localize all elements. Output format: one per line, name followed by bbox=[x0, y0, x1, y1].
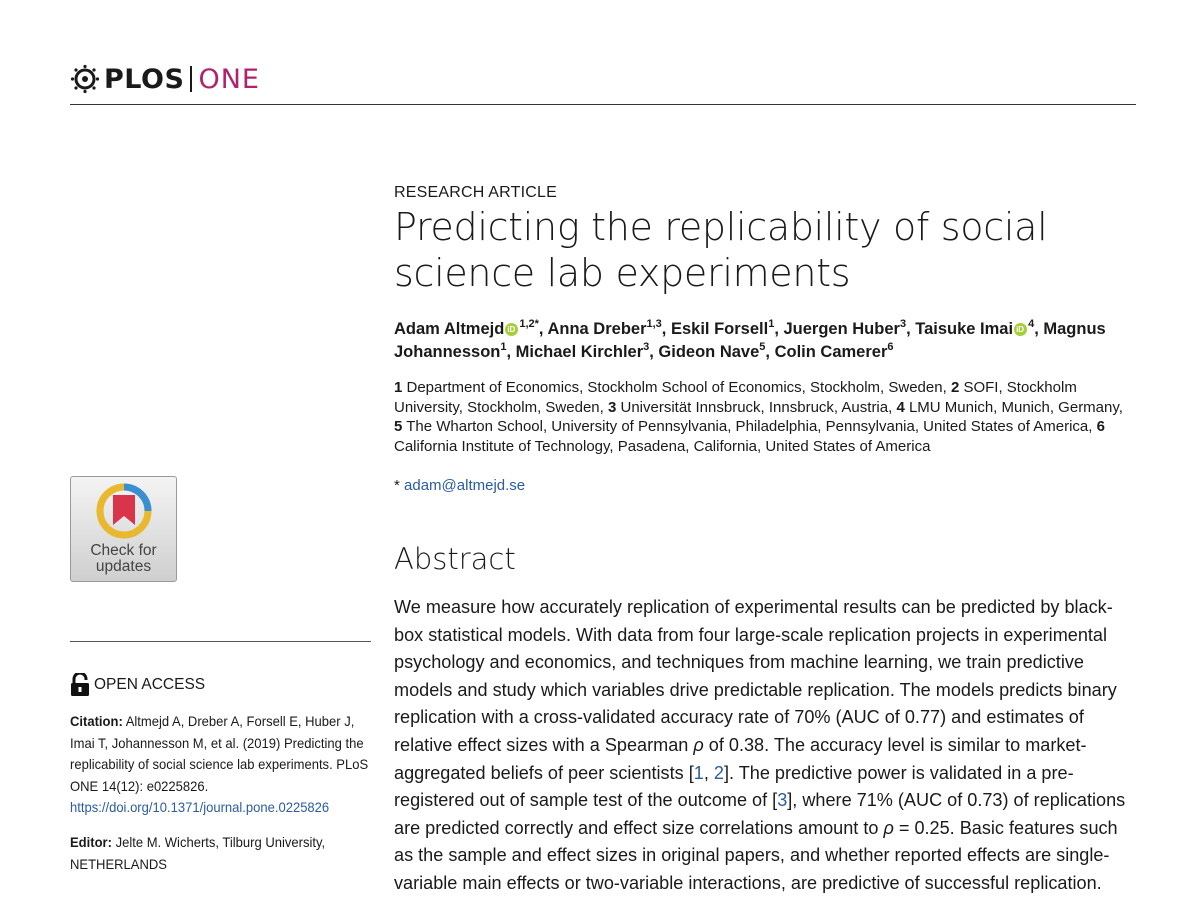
author[interactable] bbox=[915, 320, 1034, 338]
author-name[interactable]: Gideon Nave bbox=[658, 343, 760, 361]
author[interactable] bbox=[783, 320, 906, 338]
editor bbox=[70, 832, 377, 875]
affiliation-text: The Wharton School, University of Pennsylvania, Philadelphia, Pennsylvania, United States of America, bbox=[402, 418, 1093, 436]
math-symbol: ρ bbox=[693, 734, 704, 755]
author-affiliation-marks: 1 bbox=[500, 341, 507, 353]
author-affiliation-marks: 1 bbox=[768, 318, 775, 330]
orcid-icon[interactable] bbox=[1014, 323, 1027, 336]
editor-label: Editor: bbox=[70, 834, 112, 850]
affiliation-text: Universität Innsbruck, Innsbruck, Austria, bbox=[616, 398, 893, 416]
author-name[interactable]: Michael Kirchler bbox=[515, 343, 644, 361]
affiliation-text: Department of Economics, Stockholm School of Economics, Stockholm, Sweden, bbox=[402, 379, 947, 396]
author-name[interactable]: Juergen Huber bbox=[783, 320, 900, 338]
open-access-label: OPEN ACCESS bbox=[94, 676, 206, 693]
orcid-icon[interactable] bbox=[505, 323, 518, 336]
cfu-line-1: Check for bbox=[90, 542, 157, 559]
correspondence bbox=[394, 477, 525, 494]
citation-doi-link[interactable]: https://doi.org/10.1371/journal.pone.0225826 bbox=[70, 799, 330, 816]
author-affiliation-marks: 4 bbox=[1028, 318, 1035, 330]
open-lock-icon bbox=[70, 673, 90, 697]
check-for-updates-label bbox=[71, 543, 176, 575]
correspondence-email-link[interactable]: adam@altmejd.se bbox=[404, 477, 526, 494]
author-name[interactable]: Eskil Forsell bbox=[670, 320, 769, 338]
affiliation-text: SOFI, Stockholm University, Stockholm, Sweden, bbox=[394, 379, 1077, 416]
reference-link[interactable]: 1 bbox=[693, 762, 704, 783]
author-name[interactable]: Taisuke Imai bbox=[915, 320, 1014, 338]
affiliations bbox=[394, 378, 1134, 457]
reference-link[interactable]: 2 bbox=[713, 762, 724, 783]
author-name[interactable]: Adam Altmejd bbox=[394, 320, 505, 338]
math-symbol: ρ bbox=[883, 817, 894, 838]
logo-one-text: ONE bbox=[198, 63, 260, 95]
citation bbox=[70, 711, 377, 819]
abstract-heading: Abstract bbox=[394, 542, 516, 576]
logo-divider bbox=[190, 66, 192, 92]
citation-label: Citation: bbox=[70, 713, 123, 729]
author[interactable] bbox=[775, 343, 894, 361]
author-affiliation-marks: 5 bbox=[759, 341, 766, 353]
affiliation-number: 4 bbox=[896, 398, 905, 416]
cfu-line-2: updates bbox=[95, 558, 152, 575]
affiliation-text: LMU Munich, Munich, Germany, bbox=[904, 398, 1123, 416]
correspondence-asterisk: * bbox=[394, 477, 400, 494]
author[interactable] bbox=[394, 320, 539, 338]
plos-one-logo[interactable] bbox=[70, 62, 260, 96]
author-name[interactable]: Anna Dreber bbox=[547, 320, 647, 338]
author-affiliation-marks: 3 bbox=[643, 341, 650, 353]
author[interactable] bbox=[658, 343, 765, 361]
affiliation-number: 6 bbox=[1096, 418, 1105, 436]
author[interactable] bbox=[547, 320, 661, 338]
sidebar-divider bbox=[70, 641, 371, 642]
plos-globe-icon bbox=[70, 64, 100, 94]
crossmark-bookmark-icon bbox=[96, 483, 152, 539]
author[interactable] bbox=[516, 343, 650, 361]
reference-link[interactable]: 3 bbox=[777, 790, 788, 811]
author[interactable] bbox=[671, 320, 774, 338]
check-for-updates-button[interactable] bbox=[70, 476, 177, 582]
author-name[interactable]: Colin Camerer bbox=[774, 343, 888, 361]
open-access-badge bbox=[70, 673, 205, 697]
article-title: Predicting the replicability of social science lab experiments bbox=[394, 205, 1048, 295]
affiliation-number: 2 bbox=[950, 379, 960, 396]
header-divider bbox=[70, 104, 1136, 105]
author-affiliation-marks: 3 bbox=[899, 318, 907, 330]
abstract-text: We measure how accurately replication of experimental results can be predicted by black-box statistical models. With data from four large-scale replication projects in experimental psychology and economics, and techniques from machine learning, we train predictive models and study which variables drive predictable replication. The models predicts binary replication with a cross-validated accuracy rate of 70% (AUC of 0.77) and estimates of relative effect sizes with a Spearman ρ of 0.38. The accuracy level is similar to market-aggregated beliefs of peer scientists [1, 2]. The predictive power is validated in a pre-registered out of sample test of the outcome of [3], where 71% (AUC of 0.73) of replications are predicted correctly and effect size correlations amount to ρ = 0.25. Basic features such as the sample and effect sizes in original papers, and whether reported effects are single-variable main effects or two-variable interactions, are predictive of successful replication. bbox=[394, 597, 1126, 893]
author-name[interactable]: Magnus Johannesson bbox=[394, 320, 1106, 361]
affiliation-number: 3 bbox=[607, 398, 617, 416]
affiliation-text: California Institute of Technology, Pasadena, California, United States of America bbox=[394, 438, 931, 456]
author-affiliation-marks: 1,3 bbox=[646, 318, 662, 330]
logo-plos-text: PLOS bbox=[104, 63, 185, 95]
citation-text: Altmejd A, Dreber A, Forsell E, Huber J, Imai T, Johannesson M, et al. (2019) Predicting the replicability of social science lab experiments. PLoS ONE 14(12): e0225826. bbox=[70, 713, 369, 794]
author-affiliation-marks: 6 bbox=[887, 341, 894, 353]
affiliation-number: 5 bbox=[394, 418, 403, 436]
author-list: Adam AltmejdiD $^{1,2*}$, Anna Dreber$^{1,3}$, Eskil Forsell$^1$, Juergen Huber$^3$, Taisuke ImaiiD $^4$, Magnus Johannesson$^1$, Michael Kirchler$^3$, Gideon Nave$^5$, Colin Camerer$^6$ bbox=[394, 318, 1154, 364]
author-affiliation-marks: 1,2* bbox=[519, 318, 539, 330]
affiliation-number: 1 bbox=[394, 379, 403, 396]
article-type: RESEARCH ARTICLE bbox=[394, 184, 557, 201]
editor-text: Jelte M. Wicherts, Tilburg University, NETHERLANDS bbox=[70, 834, 326, 872]
